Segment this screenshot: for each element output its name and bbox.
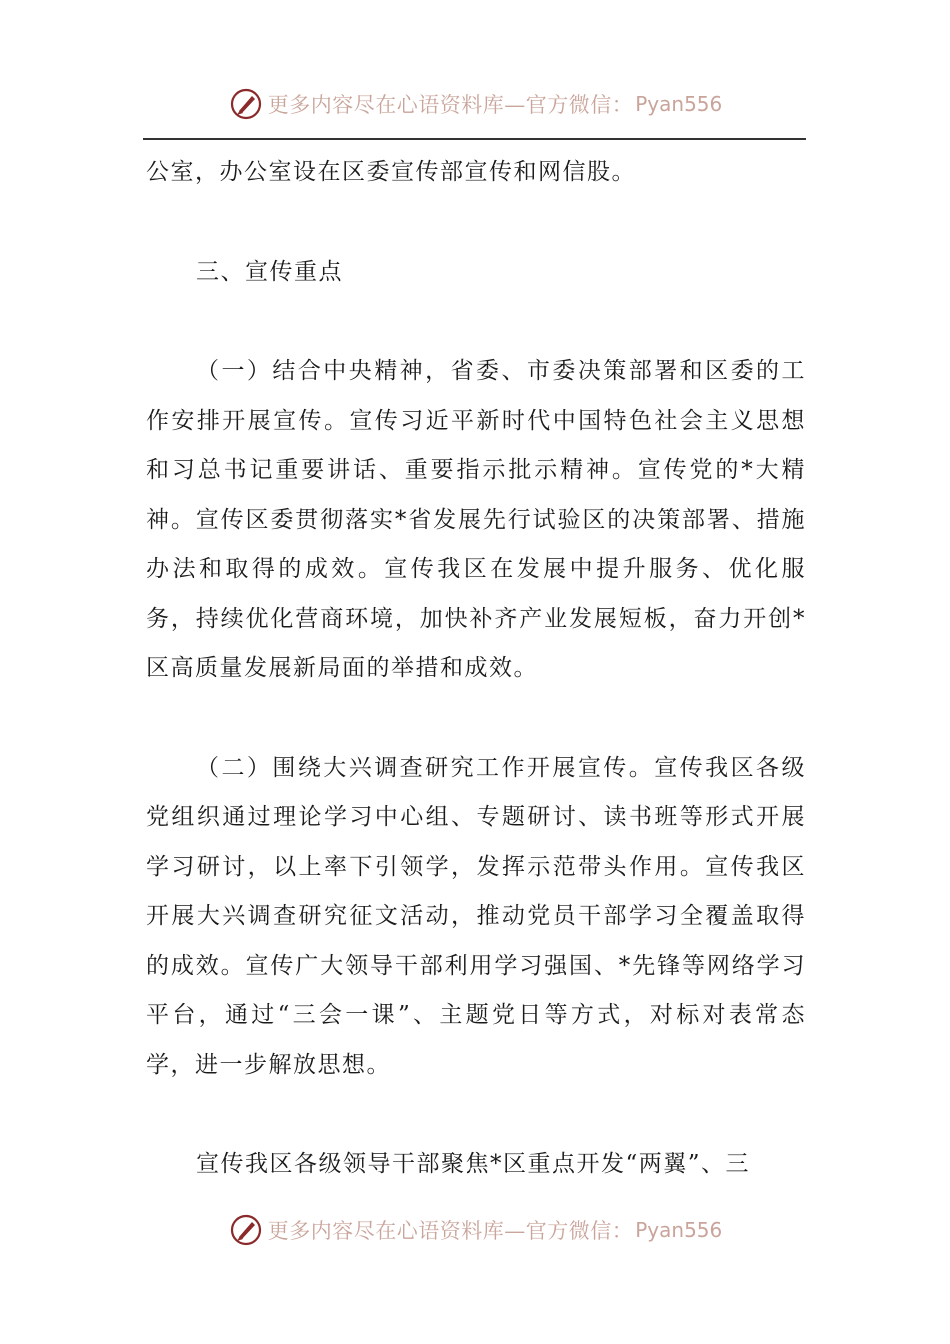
pen-circle-icon xyxy=(228,86,264,122)
paragraph-continued: 公室，办公室设在区委宣传部宣传和网信股。 xyxy=(146,159,636,185)
paragraph-two: （二）围绕大兴调查研究工作开展宣传。宣传我区各级党组织通过理论学习中心组、专题研讨、读书班等形式开展学习研讨，以上率下引领学，发挥示范带头作用。宣传我区开展大兴调查研究征文活动，推动党员干部学习全覆盖取得的成效。宣传广大领导干部利用学习强国、*先锋等网络学习平台，通过“三会一课”、主题党日等方式，对标对表常态学，进一步解放思想。 xyxy=(146,754,806,1078)
paragraph-one: （一）结合中央精神，省委、市委决策部署和区委的工作安排开展宣传。宣传习近平新时代中国特色社会主义思想和习总书记重要讲话、重要指示批示精神。宣传党的*大精神。宣传区委贯彻落实*省发展先行试验区的决策部署、措施办法和取得的成效。宣传我区在发展中提升服务、优化服务，持续优化营商环境，加快补齐产业发展短板，奋力开创*区高质量发展新局面的举措和成效。 xyxy=(146,358,806,681)
watermark-wechat-id: Pyan556 xyxy=(635,1218,723,1242)
section-heading: 三、宣传重点 xyxy=(196,258,343,285)
paragraph-gap xyxy=(146,198,806,248)
document-body xyxy=(146,148,806,1190)
watermark-banner-top xyxy=(0,82,950,126)
watermark-text: 更多内容尽在心语资料库—官方微信： xyxy=(267,93,634,117)
paragraph-three: 宣传我区各级领导干部聚焦*区重点开发“两翼”、三 xyxy=(196,1151,751,1177)
pen-circle-icon xyxy=(228,1212,264,1248)
paragraph-gap xyxy=(146,297,806,347)
header-rule xyxy=(143,138,806,140)
watermark-banner-bottom xyxy=(0,1208,950,1252)
paragraph-gap xyxy=(146,694,806,744)
watermark-text: 更多内容尽在心语资料库—官方微信： xyxy=(267,1219,634,1243)
paragraph-gap xyxy=(146,1090,806,1140)
watermark-wechat-id: Pyan556 xyxy=(635,92,723,116)
